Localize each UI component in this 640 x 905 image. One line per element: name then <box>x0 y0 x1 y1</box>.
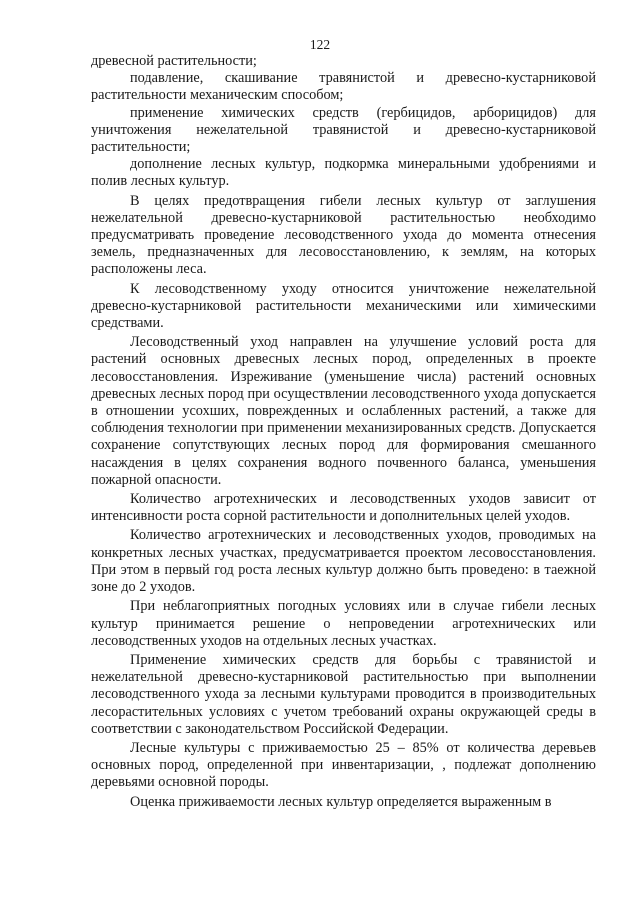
paragraph-13: Оценка приживаемости лесных культур определяется выраженным в <box>130 793 552 810</box>
body-text <box>91 53 596 811</box>
paragraph-6: К лесоводственному уходу относится уничтожение нежелательной древесно-кустарниковой растительности механическими или химическими средствами. <box>91 280 596 332</box>
paragraph-7: Лесоводственный уход направлен на улучшение условий роста для растений основных древесных лесных пород, определенных в проекте лесовосстановления. Изреживание (уменьшение числа) растений основных древесных лесных пород при осуществлении лесоводственного ухода допускается в отношении усохших, поврежденных и ослабленных растений, а также для соблюдения технологии при применении механизированных средств. Допускается сохранение сопутствующих лесных пород для формирования смешанного насаждения в целях сохранения водного почвенного баланса, уменьшения пожарной опасности. <box>91 334 596 488</box>
paragraph-8: Количество агротехнических и лесоводственных уходов зависит от интенсивности роста сорной растительности и дополнительных целей уходов. <box>91 491 596 525</box>
paragraph-11: Применение химических средств для борьбы с травянистой и нежелательной древесно-кустарниковой растительностью при выполнении лесоводственного ухода за лесными культурами проводится в производительных лесорастительных условиях с учетом требований охраны окружающей среды в соответствии с законодательством Российской Федерации. <box>91 651 596 737</box>
paragraph-4: дополнение лесных культур, подкормка минеральными удобрениями и полив лесных культур. <box>91 156 596 190</box>
page-number: 122 <box>309 37 331 52</box>
paragraph-2: подавление, скашивание травянистой и древесно-кустарниковой растительности механическим способом; <box>91 70 596 104</box>
paragraph-9: Количество агротехнических и лесоводственных уходов, проводимых на конкретных лесных участках, предусматривается проектом лесовосстановления. При этом в первый год роста лесных культур должно быть проведено: в таежной зоне до 2 уходов. <box>91 527 596 596</box>
paragraph-12: Лесные культуры с приживаемостью 25 – 85% от количества деревьев основных пород, определенной при инвентаризации, , подлежат дополнению деревьями основной породы. <box>91 739 596 791</box>
paragraph-10: При неблагоприятных погодных условиях или в случае гибели лесных культур принимается решение о непроведении агротехнических или лесоводственных уходов на отдельных лесных участках. <box>91 598 596 649</box>
paragraph-1: древесной растительности; <box>91 53 257 69</box>
paragraph-3: применение химических средств (гербицидов, арборицидов) для уничтожения нежелательной травянистой и древесно-кустарниковой растительности; <box>91 104 596 156</box>
paragraph-5: В целях предотвращения гибели лесных культур от заглушения нежелательной древесно-кустарниковой растительностью необходимо предусматривать проведение лесоводственного ухода до момента отнесения земель, предназначенных для лесовосстановлению, к землям, на которых расположены леса. <box>91 192 596 278</box>
